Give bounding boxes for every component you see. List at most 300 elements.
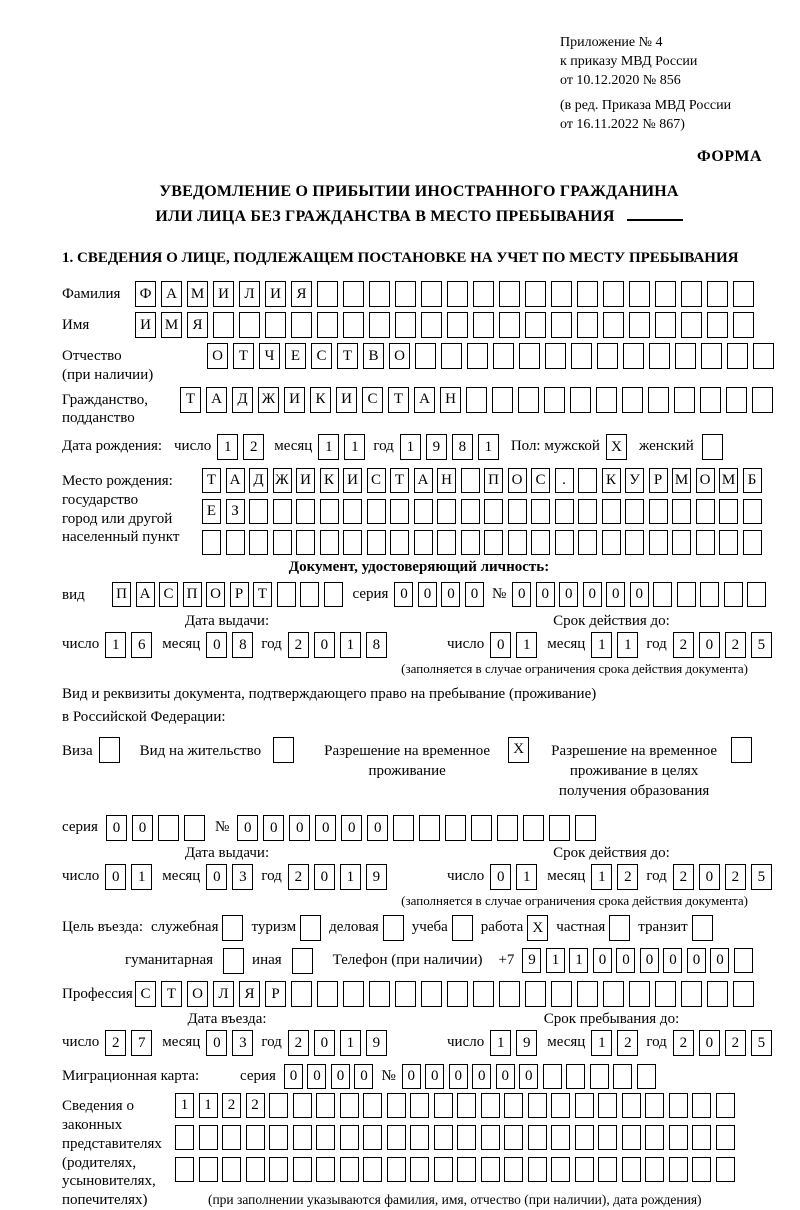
- form-cell[interactable]: 0: [307, 1064, 326, 1089]
- form-cell[interactable]: 0: [314, 864, 335, 890]
- form-cell[interactable]: [629, 312, 650, 338]
- form-cell[interactable]: [623, 343, 644, 369]
- form-cell[interactable]: [320, 530, 339, 555]
- form-cell[interactable]: [493, 343, 514, 369]
- form-cell[interactable]: 1: [340, 632, 361, 658]
- form-cell[interactable]: О: [508, 468, 527, 493]
- form-cell[interactable]: О: [207, 343, 228, 369]
- form-cell[interactable]: 0: [206, 864, 227, 890]
- form-cell[interactable]: [471, 815, 492, 841]
- form-cell[interactable]: Я: [239, 981, 260, 1007]
- form-cell[interactable]: [603, 981, 624, 1007]
- form-cell[interactable]: [317, 312, 338, 338]
- form-cell[interactable]: [249, 499, 268, 524]
- form-cell[interactable]: [414, 499, 433, 524]
- form-cell[interactable]: Т: [161, 981, 182, 1007]
- form-cell[interactable]: 0: [263, 815, 284, 841]
- form-cell[interactable]: А: [414, 387, 435, 413]
- form-cell[interactable]: [467, 343, 488, 369]
- form-cell[interactable]: 2: [725, 1030, 746, 1056]
- form-cell[interactable]: [613, 1064, 632, 1089]
- form-cell[interactable]: [629, 281, 650, 307]
- form-cell[interactable]: [504, 1093, 523, 1118]
- form-cell[interactable]: 0: [710, 948, 729, 973]
- form-cell[interactable]: [461, 468, 480, 493]
- form-cell[interactable]: [625, 530, 644, 555]
- form-cell[interactable]: [410, 1157, 429, 1182]
- form-cell[interactable]: [316, 1157, 335, 1182]
- form-cell[interactable]: [222, 915, 243, 941]
- form-cell[interactable]: Т: [180, 387, 201, 413]
- form-cell[interactable]: [571, 343, 592, 369]
- form-cell[interactable]: 0: [606, 582, 625, 607]
- form-cell[interactable]: [602, 530, 621, 555]
- form-cell[interactable]: К: [602, 468, 621, 493]
- form-cell[interactable]: [570, 387, 591, 413]
- form-cell[interactable]: [590, 1064, 609, 1089]
- form-cell[interactable]: [324, 582, 343, 607]
- form-cell[interactable]: О: [187, 981, 208, 1007]
- form-cell[interactable]: 2: [673, 1030, 694, 1056]
- form-cell[interactable]: [445, 815, 466, 841]
- form-cell[interactable]: [733, 981, 754, 1007]
- form-cell[interactable]: [293, 1125, 312, 1150]
- form-cell[interactable]: С: [367, 468, 386, 493]
- form-cell[interactable]: 0: [237, 815, 258, 841]
- form-cell[interactable]: 2: [288, 864, 309, 890]
- form-cell[interactable]: [700, 582, 719, 607]
- form-cell[interactable]: Е: [285, 343, 306, 369]
- form-cell[interactable]: [99, 737, 120, 763]
- form-cell[interactable]: [719, 499, 738, 524]
- form-cell[interactable]: [199, 1125, 218, 1150]
- form-cell[interactable]: [625, 499, 644, 524]
- form-cell[interactable]: [598, 1157, 617, 1182]
- form-cell[interactable]: [504, 1125, 523, 1150]
- form-cell[interactable]: [434, 1125, 453, 1150]
- form-cell[interactable]: 0: [284, 1064, 303, 1089]
- form-cell[interactable]: [383, 915, 404, 941]
- form-cell[interactable]: [343, 981, 364, 1007]
- form-cell[interactable]: Р: [265, 981, 286, 1007]
- form-cell[interactable]: 2: [673, 864, 694, 890]
- form-cell[interactable]: [421, 281, 442, 307]
- form-cell[interactable]: 1: [591, 864, 612, 890]
- form-cell[interactable]: [531, 530, 550, 555]
- form-cell[interactable]: [508, 499, 527, 524]
- form-cell[interactable]: [622, 387, 643, 413]
- form-cell[interactable]: [223, 948, 244, 974]
- form-cell[interactable]: [343, 281, 364, 307]
- form-cell[interactable]: З: [226, 499, 245, 524]
- form-cell[interactable]: Р: [649, 468, 668, 493]
- form-cell[interactable]: 0: [630, 582, 649, 607]
- form-cell[interactable]: 8: [232, 632, 253, 658]
- form-cell[interactable]: [681, 281, 702, 307]
- form-cell[interactable]: [622, 1125, 641, 1150]
- form-cell[interactable]: 0: [106, 815, 127, 841]
- form-cell[interactable]: [555, 499, 574, 524]
- form-cell[interactable]: 1: [344, 434, 365, 460]
- form-cell[interactable]: [447, 981, 468, 1007]
- form-cell[interactable]: [525, 281, 546, 307]
- form-cell[interactable]: [603, 312, 624, 338]
- form-cell[interactable]: [649, 530, 668, 555]
- form-cell[interactable]: [466, 387, 487, 413]
- form-cell[interactable]: [369, 981, 390, 1007]
- form-cell[interactable]: [702, 434, 723, 460]
- form-cell[interactable]: [481, 1157, 500, 1182]
- form-cell[interactable]: [731, 737, 752, 763]
- form-cell[interactable]: [752, 387, 773, 413]
- form-cell[interactable]: [343, 530, 362, 555]
- form-cell[interactable]: [387, 1157, 406, 1182]
- form-cell[interactable]: [681, 312, 702, 338]
- form-cell[interactable]: 0: [699, 864, 720, 890]
- form-cell[interactable]: Н: [437, 468, 456, 493]
- form-cell[interactable]: [733, 312, 754, 338]
- form-cell[interactable]: [734, 948, 753, 973]
- form-cell[interactable]: [390, 499, 409, 524]
- form-cell[interactable]: .: [555, 468, 574, 493]
- form-cell[interactable]: Ф: [135, 281, 156, 307]
- form-cell[interactable]: К: [310, 387, 331, 413]
- form-cell[interactable]: А: [136, 582, 155, 607]
- form-cell[interactable]: [410, 1093, 429, 1118]
- form-cell[interactable]: С: [135, 981, 156, 1007]
- form-cell[interactable]: [316, 1125, 335, 1150]
- form-cell[interactable]: [692, 1093, 711, 1118]
- form-cell[interactable]: [343, 312, 364, 338]
- form-cell[interactable]: [363, 1157, 382, 1182]
- form-cell[interactable]: 2: [288, 1030, 309, 1056]
- form-cell[interactable]: 2: [617, 1030, 638, 1056]
- form-cell[interactable]: 0: [402, 1064, 421, 1089]
- form-cell[interactable]: [317, 281, 338, 307]
- form-cell[interactable]: 9: [516, 1030, 537, 1056]
- form-cell[interactable]: М: [187, 281, 208, 307]
- form-cell[interactable]: [395, 281, 416, 307]
- form-cell[interactable]: М: [161, 312, 182, 338]
- form-cell[interactable]: [340, 1157, 359, 1182]
- form-cell[interactable]: [481, 1125, 500, 1150]
- form-cell[interactable]: [701, 343, 722, 369]
- form-cell[interactable]: [672, 499, 691, 524]
- form-cell[interactable]: [273, 499, 292, 524]
- form-cell[interactable]: Д: [249, 468, 268, 493]
- form-cell[interactable]: П: [484, 468, 503, 493]
- form-cell[interactable]: [504, 1157, 523, 1182]
- form-cell[interactable]: [575, 815, 596, 841]
- form-cell[interactable]: 1: [516, 632, 537, 658]
- form-cell[interactable]: [499, 281, 520, 307]
- form-cell[interactable]: 0: [699, 632, 720, 658]
- form-cell[interactable]: [724, 582, 743, 607]
- form-cell[interactable]: [544, 387, 565, 413]
- form-cell[interactable]: [733, 281, 754, 307]
- form-cell[interactable]: 9: [366, 1030, 387, 1056]
- form-cell[interactable]: И: [296, 468, 315, 493]
- form-cell[interactable]: Н: [440, 387, 461, 413]
- form-cell[interactable]: Т: [337, 343, 358, 369]
- form-cell[interactable]: [415, 343, 436, 369]
- form-cell[interactable]: [629, 981, 650, 1007]
- form-cell[interactable]: [577, 312, 598, 338]
- form-cell[interactable]: [551, 981, 572, 1007]
- form-cell[interactable]: 2: [246, 1093, 265, 1118]
- form-cell[interactable]: 9: [366, 864, 387, 890]
- form-cell[interactable]: 0: [289, 815, 310, 841]
- form-cell[interactable]: 0: [418, 582, 437, 607]
- form-cell[interactable]: Л: [239, 281, 260, 307]
- form-cell[interactable]: 0: [616, 948, 635, 973]
- form-cell[interactable]: 9: [522, 948, 541, 973]
- form-cell[interactable]: С: [159, 582, 178, 607]
- form-cell[interactable]: 1: [131, 864, 152, 890]
- form-cell[interactable]: И: [284, 387, 305, 413]
- form-cell[interactable]: Д: [232, 387, 253, 413]
- form-cell[interactable]: 1: [217, 434, 238, 460]
- form-cell[interactable]: [696, 499, 715, 524]
- form-cell[interactable]: [291, 981, 312, 1007]
- form-cell[interactable]: 0: [490, 864, 511, 890]
- form-cell[interactable]: 1: [340, 864, 361, 890]
- form-cell[interactable]: [175, 1125, 194, 1150]
- form-cell[interactable]: 3: [232, 1030, 253, 1056]
- form-cell[interactable]: 0: [490, 632, 511, 658]
- form-cell[interactable]: И: [135, 312, 156, 338]
- form-cell[interactable]: [340, 1093, 359, 1118]
- form-cell[interactable]: [184, 815, 205, 841]
- form-cell[interactable]: С: [311, 343, 332, 369]
- form-cell[interactable]: 0: [314, 632, 335, 658]
- form-cell[interactable]: [292, 948, 313, 974]
- form-cell[interactable]: [747, 582, 766, 607]
- form-cell[interactable]: [441, 343, 462, 369]
- form-cell[interactable]: [249, 530, 268, 555]
- form-cell[interactable]: А: [414, 468, 433, 493]
- form-cell[interactable]: И: [343, 468, 362, 493]
- form-cell[interactable]: 0: [559, 582, 578, 607]
- form-cell[interactable]: [528, 1125, 547, 1150]
- form-cell[interactable]: [528, 1157, 547, 1182]
- form-cell[interactable]: 0: [314, 1030, 335, 1056]
- form-cell[interactable]: 0: [472, 1064, 491, 1089]
- form-cell[interactable]: [528, 1093, 547, 1118]
- form-cell[interactable]: Т: [233, 343, 254, 369]
- form-cell[interactable]: [296, 499, 315, 524]
- form-cell[interactable]: 0: [354, 1064, 373, 1089]
- form-cell[interactable]: 5: [751, 864, 772, 890]
- form-cell[interactable]: И: [213, 281, 234, 307]
- form-cell[interactable]: [700, 387, 721, 413]
- form-cell[interactable]: [421, 981, 442, 1007]
- form-cell[interactable]: [387, 1125, 406, 1150]
- form-cell[interactable]: [269, 1093, 288, 1118]
- form-cell[interactable]: Е: [202, 499, 221, 524]
- form-cell[interactable]: [525, 312, 546, 338]
- form-cell[interactable]: Ч: [259, 343, 280, 369]
- form-cell[interactable]: К: [320, 468, 339, 493]
- form-cell[interactable]: [363, 1125, 382, 1150]
- form-cell[interactable]: [577, 281, 598, 307]
- form-cell[interactable]: [277, 582, 296, 607]
- form-cell[interactable]: [199, 1157, 218, 1182]
- form-cell[interactable]: [461, 499, 480, 524]
- form-cell[interactable]: [578, 530, 597, 555]
- form-cell[interactable]: [175, 1157, 194, 1182]
- form-cell[interactable]: [343, 499, 362, 524]
- form-cell[interactable]: [674, 387, 695, 413]
- form-cell[interactable]: [473, 281, 494, 307]
- form-cell[interactable]: С: [362, 387, 383, 413]
- form-cell[interactable]: А: [206, 387, 227, 413]
- form-cell[interactable]: [551, 281, 572, 307]
- form-cell[interactable]: 0: [206, 632, 227, 658]
- form-cell[interactable]: Я: [291, 281, 312, 307]
- form-cell[interactable]: [645, 1093, 664, 1118]
- form-cell[interactable]: [716, 1093, 735, 1118]
- form-cell[interactable]: 2: [725, 864, 746, 890]
- form-cell[interactable]: [523, 815, 544, 841]
- form-cell[interactable]: [649, 499, 668, 524]
- form-cell[interactable]: П: [112, 582, 131, 607]
- form-cell[interactable]: [447, 281, 468, 307]
- form-cell[interactable]: [692, 1125, 711, 1150]
- form-cell[interactable]: [655, 981, 676, 1007]
- form-cell[interactable]: 0: [512, 582, 531, 607]
- form-cell[interactable]: [457, 1093, 476, 1118]
- form-cell[interactable]: 2: [673, 632, 694, 658]
- form-cell[interactable]: 8: [452, 434, 473, 460]
- form-cell[interactable]: 5: [751, 632, 772, 658]
- form-cell[interactable]: [653, 582, 672, 607]
- form-cell[interactable]: [727, 343, 748, 369]
- form-cell[interactable]: [551, 1093, 570, 1118]
- form-cell[interactable]: [598, 1125, 617, 1150]
- form-cell[interactable]: [369, 281, 390, 307]
- form-cell[interactable]: 1: [546, 948, 565, 973]
- form-cell[interactable]: [675, 343, 696, 369]
- form-cell[interactable]: [481, 1093, 500, 1118]
- form-cell[interactable]: [213, 312, 234, 338]
- form-cell[interactable]: 0: [331, 1064, 350, 1089]
- form-cell[interactable]: [273, 737, 294, 763]
- form-cell[interactable]: X: [527, 915, 548, 941]
- form-cell[interactable]: [437, 530, 456, 555]
- form-cell[interactable]: 1: [318, 434, 339, 460]
- form-cell[interactable]: П: [183, 582, 202, 607]
- form-cell[interactable]: [367, 499, 386, 524]
- form-cell[interactable]: [226, 530, 245, 555]
- form-cell[interactable]: 8: [366, 632, 387, 658]
- form-cell[interactable]: [273, 530, 292, 555]
- form-cell[interactable]: 0: [367, 815, 388, 841]
- form-cell[interactable]: [645, 1125, 664, 1150]
- form-cell[interactable]: [549, 815, 570, 841]
- form-cell[interactable]: О: [389, 343, 410, 369]
- form-cell[interactable]: 6: [131, 632, 152, 658]
- form-cell[interactable]: [300, 915, 321, 941]
- form-cell[interactable]: 2: [105, 1030, 126, 1056]
- form-cell[interactable]: А: [161, 281, 182, 307]
- form-cell[interactable]: 3: [232, 864, 253, 890]
- form-cell[interactable]: 0: [593, 948, 612, 973]
- form-cell[interactable]: 0: [640, 948, 659, 973]
- form-cell[interactable]: [457, 1157, 476, 1182]
- form-cell[interactable]: [602, 499, 621, 524]
- form-cell[interactable]: 1: [340, 1030, 361, 1056]
- form-cell[interactable]: Т: [253, 582, 272, 607]
- form-cell[interactable]: [531, 499, 550, 524]
- form-cell[interactable]: [320, 499, 339, 524]
- form-cell[interactable]: [300, 582, 319, 607]
- form-cell[interactable]: [222, 1157, 241, 1182]
- form-cell[interactable]: [296, 530, 315, 555]
- form-cell[interactable]: [609, 915, 630, 941]
- form-cell[interactable]: 1: [516, 864, 537, 890]
- form-cell[interactable]: 0: [441, 582, 460, 607]
- form-cell[interactable]: [395, 312, 416, 338]
- form-cell[interactable]: 1: [569, 948, 588, 973]
- form-cell[interactable]: [293, 1157, 312, 1182]
- form-cell[interactable]: [452, 915, 473, 941]
- form-cell[interactable]: [519, 343, 540, 369]
- form-cell[interactable]: [753, 343, 774, 369]
- form-cell[interactable]: [545, 343, 566, 369]
- form-cell[interactable]: [265, 312, 286, 338]
- form-cell[interactable]: М: [672, 468, 691, 493]
- form-cell[interactable]: [269, 1157, 288, 1182]
- form-cell[interactable]: [246, 1157, 265, 1182]
- form-cell[interactable]: [363, 1093, 382, 1118]
- form-cell[interactable]: [677, 582, 696, 607]
- form-cell[interactable]: А: [226, 468, 245, 493]
- form-cell[interactable]: [340, 1125, 359, 1150]
- form-cell[interactable]: 0: [206, 1030, 227, 1056]
- form-cell[interactable]: [387, 1093, 406, 1118]
- form-cell[interactable]: [202, 530, 221, 555]
- form-cell[interactable]: [551, 1125, 570, 1150]
- form-cell[interactable]: 0: [341, 815, 362, 841]
- form-cell[interactable]: [707, 281, 728, 307]
- form-cell[interactable]: [681, 981, 702, 1007]
- form-cell[interactable]: Т: [202, 468, 221, 493]
- form-cell[interactable]: [293, 1093, 312, 1118]
- form-cell[interactable]: Ж: [258, 387, 279, 413]
- form-cell[interactable]: 0: [465, 582, 484, 607]
- form-cell[interactable]: Я: [187, 312, 208, 338]
- form-cell[interactable]: [575, 1157, 594, 1182]
- form-cell[interactable]: Б: [743, 468, 762, 493]
- form-cell[interactable]: [622, 1157, 641, 1182]
- form-cell[interactable]: И: [336, 387, 357, 413]
- form-cell[interactable]: [566, 1064, 585, 1089]
- form-cell[interactable]: [434, 1093, 453, 1118]
- form-cell[interactable]: [597, 343, 618, 369]
- form-cell[interactable]: [447, 312, 468, 338]
- form-cell[interactable]: 0: [536, 582, 555, 607]
- form-cell[interactable]: [457, 1125, 476, 1150]
- form-cell[interactable]: 0: [132, 815, 153, 841]
- form-cell[interactable]: [743, 530, 762, 555]
- form-cell[interactable]: 0: [496, 1064, 515, 1089]
- form-cell[interactable]: [525, 981, 546, 1007]
- form-cell[interactable]: 0: [519, 1064, 538, 1089]
- form-cell[interactable]: [497, 815, 518, 841]
- form-cell[interactable]: [578, 468, 597, 493]
- form-cell[interactable]: 1: [478, 434, 499, 460]
